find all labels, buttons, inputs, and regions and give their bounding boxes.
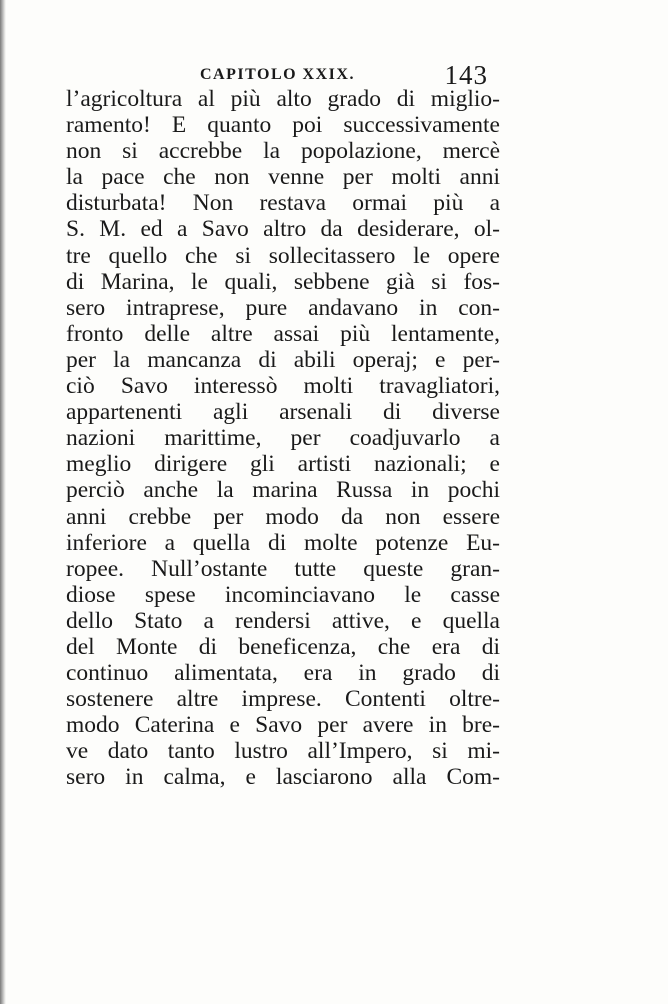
text-line: dello Stato a rendersi attive, e quella — [66, 607, 500, 634]
text-line: ramento! E quanto poi successivamente — [66, 112, 500, 139]
text-line: sostenere altre imprese. Contenti oltre- — [66, 686, 500, 713]
text-line: appartenenti agli arsenali di diverse — [66, 399, 500, 426]
page-spine-edge — [0, 0, 6, 1004]
text-line: per la mancanza di abili operaj; e per- — [66, 346, 500, 373]
text-line: modo Caterina e Savo per avere in bre- — [66, 712, 500, 739]
text-line: ve dato tanto lustro all’Impero, si mi- — [66, 738, 500, 765]
page-number: 143 — [444, 60, 488, 90]
text-line: diose spese incominciavano le casse — [66, 581, 500, 608]
text-line: tre quello che si sollecitassero le opere — [66, 242, 500, 269]
text-line: del Monte di beneficenza, che era di — [66, 633, 500, 660]
text-line: fronto delle altre assai più lentamente, — [66, 320, 500, 347]
text-line: non si accrebbe la popolazione, mercè — [66, 138, 500, 165]
text-line: S. M. ed a Savo altro da desiderare, ol- — [66, 216, 500, 243]
running-head — [200, 60, 500, 88]
text-line: sero intraprese, pure andavano in con- — [66, 294, 500, 321]
text-line: l’agricoltura al più alto grado di miglio- — [66, 86, 500, 112]
text-line: disturbata! Non restava ormai più a — [66, 190, 500, 217]
text-line: inferiore a quella di molte potenze Eu- — [66, 529, 500, 556]
body-text — [66, 86, 500, 791]
text-line: ciò Savo interessò molti travagliatori, — [66, 373, 500, 400]
text-line: continuo alimentata, era in grado di — [66, 660, 500, 687]
text-line: anni crebbe per modo da non essere — [66, 503, 500, 530]
chapter-title: CAPITOLO XXIX. — [200, 66, 355, 83]
text-line: nazioni marittime, per coadjuvarlo a — [66, 425, 500, 452]
text-line: la pace che non venne per molti anni — [66, 164, 500, 191]
text-line: meglio dirigere gli artisti nazionali; e — [66, 451, 500, 478]
text-line: ropee. Null’ostante tutte queste gran- — [66, 555, 500, 582]
text-line: perciò anche la marina Russa in pochi — [66, 477, 500, 504]
text-line: di Marina, le quali, sebbene già si fos- — [66, 268, 500, 295]
text-line: sero in calma, e lasciarono alla Com- — [66, 764, 500, 791]
